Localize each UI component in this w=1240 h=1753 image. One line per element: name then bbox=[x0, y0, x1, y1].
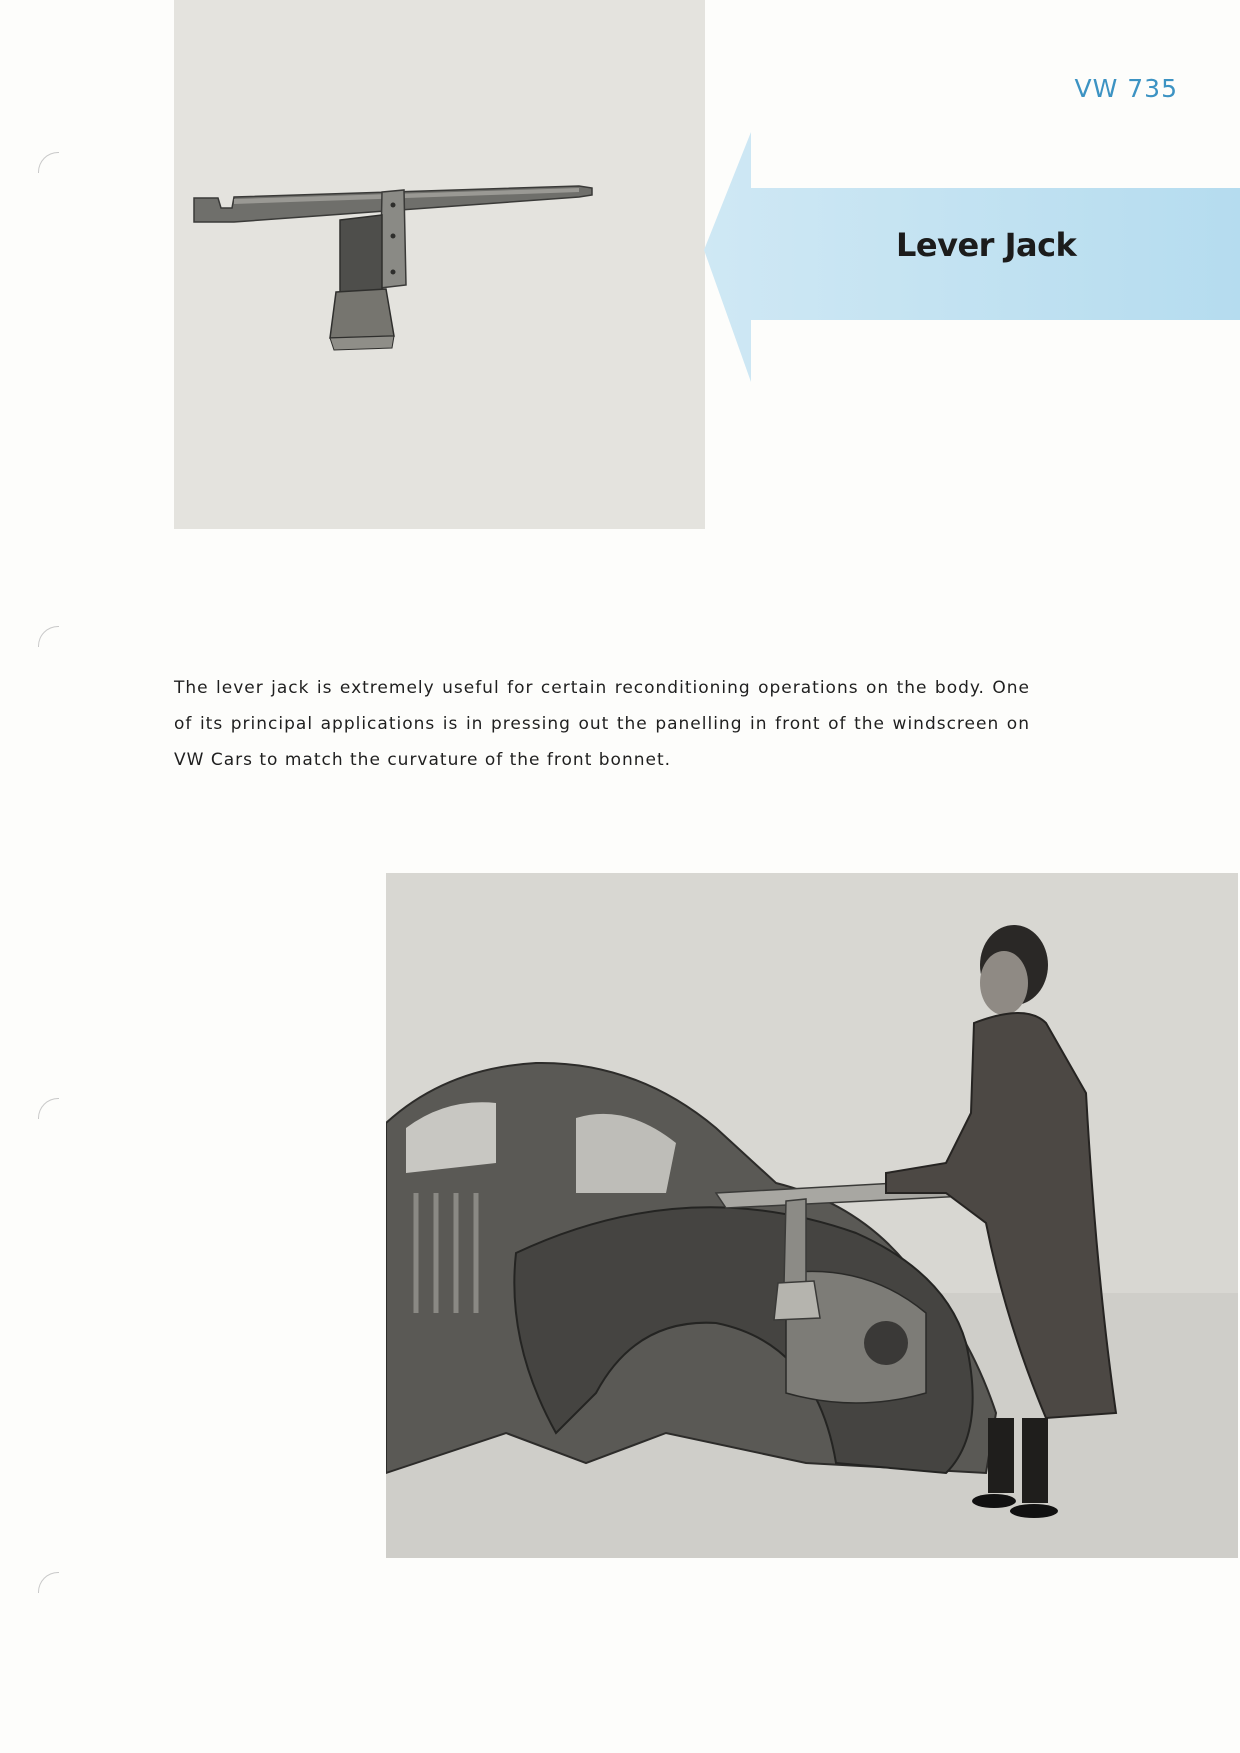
page-title: Lever Jack bbox=[896, 226, 1077, 264]
document-number: VW 735 bbox=[1074, 74, 1178, 103]
description-paragraph: The lever jack is extremely useful for certain reconditioning operations on the body. One of its principal applications is in pressing out the panelling in front of the windscreen on VW Cars to match the curvature of the front bonnet. bbox=[174, 678, 1030, 770]
car-body-photo bbox=[386, 873, 1238, 1558]
car-body-illustration bbox=[386, 873, 1238, 1558]
punch-mark bbox=[38, 152, 59, 173]
lever-jack-illustration bbox=[174, 0, 705, 529]
punch-mark bbox=[38, 626, 59, 647]
punch-mark bbox=[38, 1098, 59, 1119]
lever-jack-photo bbox=[174, 0, 705, 529]
punch-mark bbox=[38, 1572, 59, 1593]
